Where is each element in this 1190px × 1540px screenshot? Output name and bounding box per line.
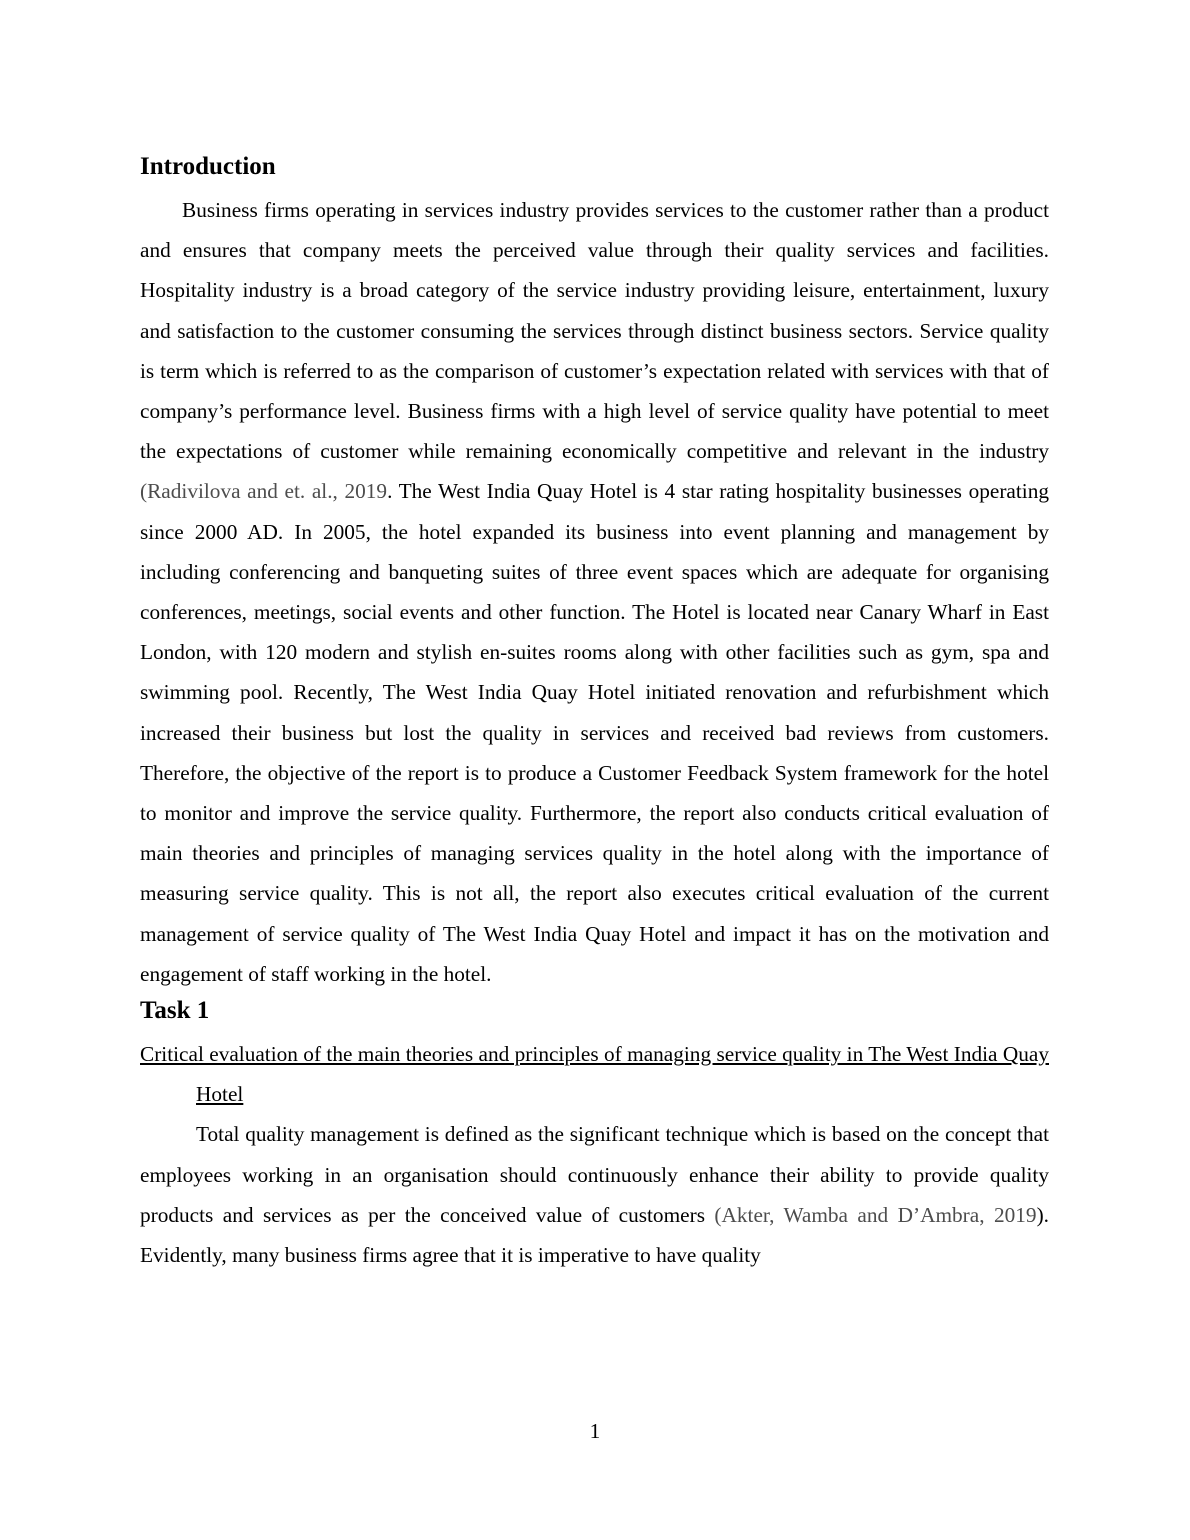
- task-1-heading: Task 1: [140, 997, 210, 1025]
- introduction-citation: (Radivilova and et. al., 2019: [140, 479, 388, 504]
- task-1-citation: (Akter, Wamba and D’Ambra, 2019: [714, 1202, 1037, 1227]
- introduction-heading: Introduction: [140, 153, 276, 180]
- introduction-text-part-2: . The West India Quay Hotel is 4 star rating hospitality businesses operating since 2000 AD. In 2005, the hotel expanded its business into event planning and management by including conferencing and banqueting suites of three event spaces which are adequate for organising conferences, meetings, social events and other function. The Hotel is located near Canary Wharf in East London, with 120 modern and stylish en-suites rooms along with other facilities such as gym, spa and swimming pool. Recently, The West India Quay Hotel initiated renovation and refurbishment which increased their business but lost the quality in services and received bad reviews from customers. Therefore, the objective of the report is to produce a Customer Feedback System framework for the hotel to monitor and improve the service quality. Furthermore, the report also conducts critical evaluation of main theories and principles of managing services quality in the hotel along with the importance of measuring service quality. This is not all, the report also executes critical evaluation of the current management of service quality of The West India Quay Hotel and impact it has on the motivation and engagement of staff working in the hotel.: [140, 479, 1049, 986]
- introduction-paragraph: [140, 190, 1049, 994]
- task-1-paragraph: [140, 1114, 1049, 1275]
- task-1-subheading: Critical evaluation of the main theories and principles of managing service quality in The West India Quay Hotel: [140, 1042, 1049, 1107]
- introduction-text-part-1: Business firms operating in services industry provides services to the customer rather than a product and ensures that company meets the perceived value through their quality services and facilities. Hospitality industry is a broad category of the service industry providing leisure, entertainment, luxury and satisfaction to the customer consuming the services through distinct business sectors. Service quality is term which is referred to as the comparison of customer’s expectation related with services with that of company’s performance level. Business firms with a high level of service quality have potential to meet the expectations of customer while remaining economically competitive and relevant in the industry: [140, 198, 1049, 464]
- task-1-text-part-2: ). Evidently, many business firms agree that it is imperative to have quality: [140, 1202, 1049, 1268]
- page-number: 1: [589, 1419, 601, 1443]
- task-1-text-part-1: Total quality management is defined as the significant technique which is based on the concept that employees working in an organisation should continuously enhance their ability to provide quality products and services as per the conceived value of customers: [140, 1122, 1049, 1227]
- page-content: [140, 150, 1049, 1275]
